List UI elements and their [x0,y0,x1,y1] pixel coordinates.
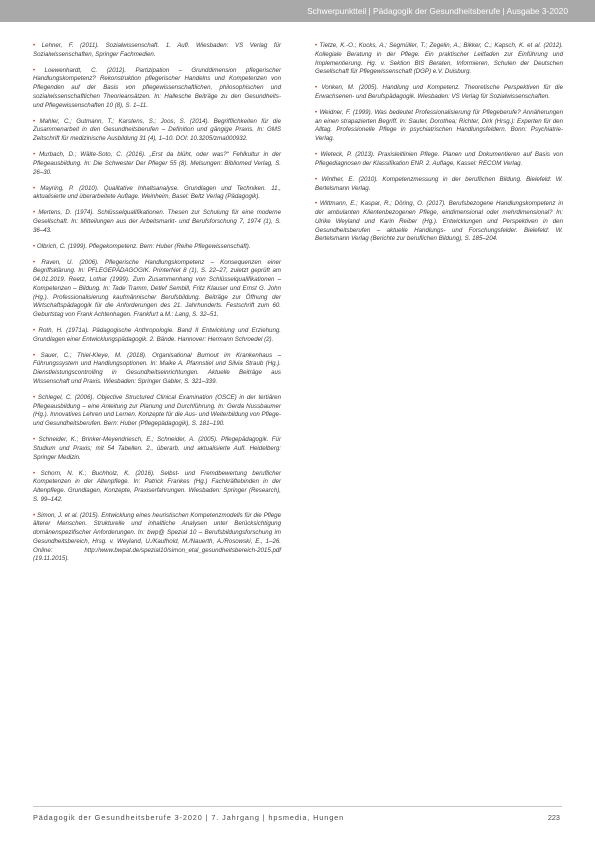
reference-entry [33,394,281,429]
bullet-icon: • [33,327,36,334]
reference-text: Sauer, C.; Thiel-Kleye, M. (2018). Organisational Burnout im Krankenhaus – Führungssystem und Handlungsoptionen. In: Maike A. Pfannstiel und Silvia Straub (Hg.). Dienstleistungscontrolling in Gesundheitseinrichtungen. Aktuelle Beiträge aus Wissenschaft und Praxis. Wiesbaden: Springer Gabler, S. 321–339. [33,351,281,385]
bullet-icon: • [315,200,318,208]
footer-divider [33,806,562,807]
reference-text: Lehner, F. (2011). Sozialwissenschaft. 1. Aufl. Wiesbaden: VS Verlag für Sozialwissenschaften, Springer Fachmedien. [33,42,281,58]
bullet-icon: • [315,108,318,116]
reference-text: Winther, E. (2010). Kompetenzmessung in der beruflichen Bildung. Bielefeld: W. Bertelsmann Verlag. [315,175,563,192]
reference-text: Wieteck, P. (2013). Praxisleitlinien Pflege. Planen und Dokumentieren auf Basis von Pflegediagnosen der Klassifikation ENP. 2. Auflage, Kassel: RECOM Verlag. [315,151,563,167]
references-column-right [315,42,563,251]
bullet-icon: • [33,209,36,217]
reference-entry [315,151,563,169]
reference-entry [33,185,281,203]
reference-text: Simon, J. et al. (2015). Entwicklung eines heuristischen Kompetenzmodells für die Pflege älterer Menschen. Strukturelle und inhaltliche Analysen unter Berücksichtigung domänenspezifischer Anforderungen. In: bwp@ Spezial 10 – Berufsbildungsforschung im Gesundheitsbereich, Hrsg. v. Weyland, U./Kaufhold, M./Nauerth, A./Rosowski, E., 1–26. Online: http://www.bwpat.de/spezial10/simon_etal_gesundheitsbereich-2015.pdf (19.11.2015). [33,511,281,563]
bullet-icon: • [315,84,318,92]
bullet-icon: • [33,151,36,159]
reference-entry [33,327,281,345]
bullet-icon: • [33,66,36,74]
reference-entry [315,42,563,77]
reference-text: Vonken, M. (2005). Handlung und Kompetenz. Theoretische Perspektiven für die Erwachsenen- und Berufspädagogik. Wiesbaden: VS Verlag für Sozialwissenschaften. [315,84,563,100]
running-header: Schwerpunktteil | Pädagogik der Gesundheitsberufe | Ausgabe 3-2020 [0,0,595,22]
bullet-icon: • [33,258,36,266]
reference-text: Loewenhardt, C. (2012). Partizipation – Grunddimension pflegerischer Handlungskompetenz? Rekonstruktion pflegerischer Handelns und Kompetenzen von Pflegenden auf der Basis von pflegewissenschaftlichen, philosophischen und sozialwissenschaftlichen Theorieansätzen. In: Hallesche Beiträge zu den Gesundheits- und Pflegewissenschaften 10 (8), S. 1–11. [33,66,281,109]
reference-text: Roth, H. (1971a). Pädagogische Anthropologie. Band II Entwicklung und Erziehung. Grundlagen einer Entwicklungspädagogik. 2. Bände. Hannover: Hermann Schroedel (2). [33,327,281,343]
reference-text: Tietze, K.-O.; Kocks, A.; Segmüller, T.; Zegelin, A.; Bikker, C.; Kapsch, K. et al. (2012). Kollegiale Beratung in der Pflege. Ein praktischer Leitfaden zur Einführung und Implementierung. Hg. v. Sektion BIS Beraten, Informieren, Schulen der Deutschen Gesellschaft für Pflegewissenschaft (DGP) e.V. Duisburg. [315,42,563,76]
bullet-icon: • [33,351,36,359]
reference-text: Schlegel, C. (2006). Objective Structured Clinical Examination (OSCE) in der tertiären Pflegeausbildung – eine Anleitung zur Planung und Durchführung. In: Gerda Nussbaumer (Hg.). Innovatives Lehren und Lernen. Konzepte für die Aus- und Weiterbildung von Pflege- und Gesundheitsberufen. Bern: Huber (Pflegepädagogik), S. 181–190. [33,393,281,428]
reference-text: Raven, U. (2006). Pflegerische Handlungskompetenz – Konsequenzen einer Begriffsklärung. In: PFLEGEPÄDAGOGIK. PrinterNet 8 (1), S. 22–27, zuletzt geprüft am 04.01.2019. Reetz, Lothar (1999). Zum Zusammenhang von Schlüsselqualifikationen – Kompetenzen – Bildung. In: Tade Tramm, Detlef Sembill, Fritz Klauser und Ernst G. John (Hg.). Professionalisierung kaufmännischer Berufsbildung. Beiträge zur Öffnung der Wirtschaftspädagogik für die Anforderungen des 21. Jahrhunderts. Festschrift zum 60. Geburtstag von Frank Achtenhagen. Frankfurt a.M.: Lang, S. 32–51. [33,258,281,319]
reference-text: Olbrich, C. (1999). Pflegekompetenz. Bern: Huber (Reihe Pflegewissenschaft). [36,242,251,250]
reference-text: Mahler, C.; Gutmann, T.; Karstens, S.; Joos, S. (2014). Begrifflichkeiten für die Zusammenarbeit in den Gesundheitsberufen – Definition und gängige Praxis. In: GMS Zeitschrift für medizinische Ausbildung 31 (4), 1–10. DOI: 10.3205/zma000932. [33,117,281,143]
bullet-icon: • [315,175,318,183]
footer-journal-info: Pädagogik der Gesundheitsberufe 3-2020 | 7. Jahrgang | hpsmedia, Hungen [33,813,345,822]
bullet-icon: • [33,242,36,250]
reference-entry [33,243,281,252]
references-column-left [33,42,281,571]
reference-entry [315,176,563,194]
reference-text: Mayring, P. (2010). Qualitative Inhaltsanalyse. Grundlagen und Techniken. 11., aktualisierte und überarbeitete Auflage. Weinheim, Basel: Beltz Verlag (Pädagogik). [33,184,281,201]
reference-entry [33,151,281,177]
bullet-icon: • [33,469,36,477]
reference-entry [33,67,281,111]
reference-entry [33,259,281,320]
bullet-icon: • [33,117,36,125]
reference-text: Murbach, D.; Wälte-Soto, C. (2016). „Erst da blüht, oder was?“ Fehlkultur in der Pflegeausbildung. In: Die Schwester Der Pfleger 55 (8). Melsungen: Bibliomed Verlag, S. 26–30. [33,151,281,176]
bullet-icon: • [33,436,36,444]
reference-entry [315,84,563,102]
bullet-icon: • [315,42,318,49]
reference-entry [315,109,563,144]
reference-entry [33,436,281,462]
bullet-icon: • [33,511,36,519]
bullet-icon: • [33,42,36,49]
reference-entry [33,209,281,235]
reference-entry [33,512,281,565]
reference-entry [33,118,281,144]
bullet-icon: • [315,151,318,159]
reference-entry [33,42,281,60]
bullet-icon: • [33,393,36,401]
reference-text: Weidner, F. (1999). Was bedeutet Professionalisierung für Pflegeberufe? Annäherungen an einen strapazierten Begriff. In: Sauter, Dorothea; Richter, Dirk (Hrsg.): Experten für den Alltag. Professionelle Pflege in psychiatrischen Handlungsfeldern. Bonn: Psychiatrie-Verlag. [315,108,563,143]
reference-text: Schorn, N. K.; Buchholz, K. (2016). Selbst- und Fremdbewertung beruflicher Kompetenzen in der Altenpflege. In: Patrick Frankes (Hg.) Fachkräftebinden in der Altenpflege. Grundlagen, Konzepte, Praxiserfahrungen. Wiesbaden: Springer (Research), S. 99–142. [33,469,281,503]
reference-text: Wittmann, E.; Kaspar, R.; Döring, O. (2017). Berufsbezogene Handlungskompetenz in der ambulanten Klientenbezogenen Pflege, eindimensional oder mehrdimensional? In: Ulrike Weyland und Karin Reiber (Hg.). Entwicklungen und Perspektiven in den Gesundheitsberufen – aktuelle Handlungs- und Forschungsfelder. Bielefeld: W. Bertelsmann Verlag (Berichte zur beruflichen Bildung), S. 185–204. [315,200,563,243]
reference-entry [33,470,281,505]
reference-entry [33,352,281,387]
reference-entry [315,200,563,244]
bullet-icon: • [33,184,36,192]
reference-text: Schneider, K.; Brinker-Meyendriesch, E.; Schneider, A. (2005). Pflegepädagogik. Für Studium und Praxis; mit 54 Tabellen. 2., überarb. und aktualisierte Aufl. Heidelberg: Springer Medizin. [33,436,281,461]
page-number: 223 [547,813,560,822]
reference-text: Mertens, D. (1974). Schlüsselqualifikationen. Thesen zur Schulung für eine moderne Gesellschaft. In: Mitteilungen aus der Arbeitsmarkt- und Berufsforschung 7, 1974 (1), S. 36–43. [33,209,281,234]
